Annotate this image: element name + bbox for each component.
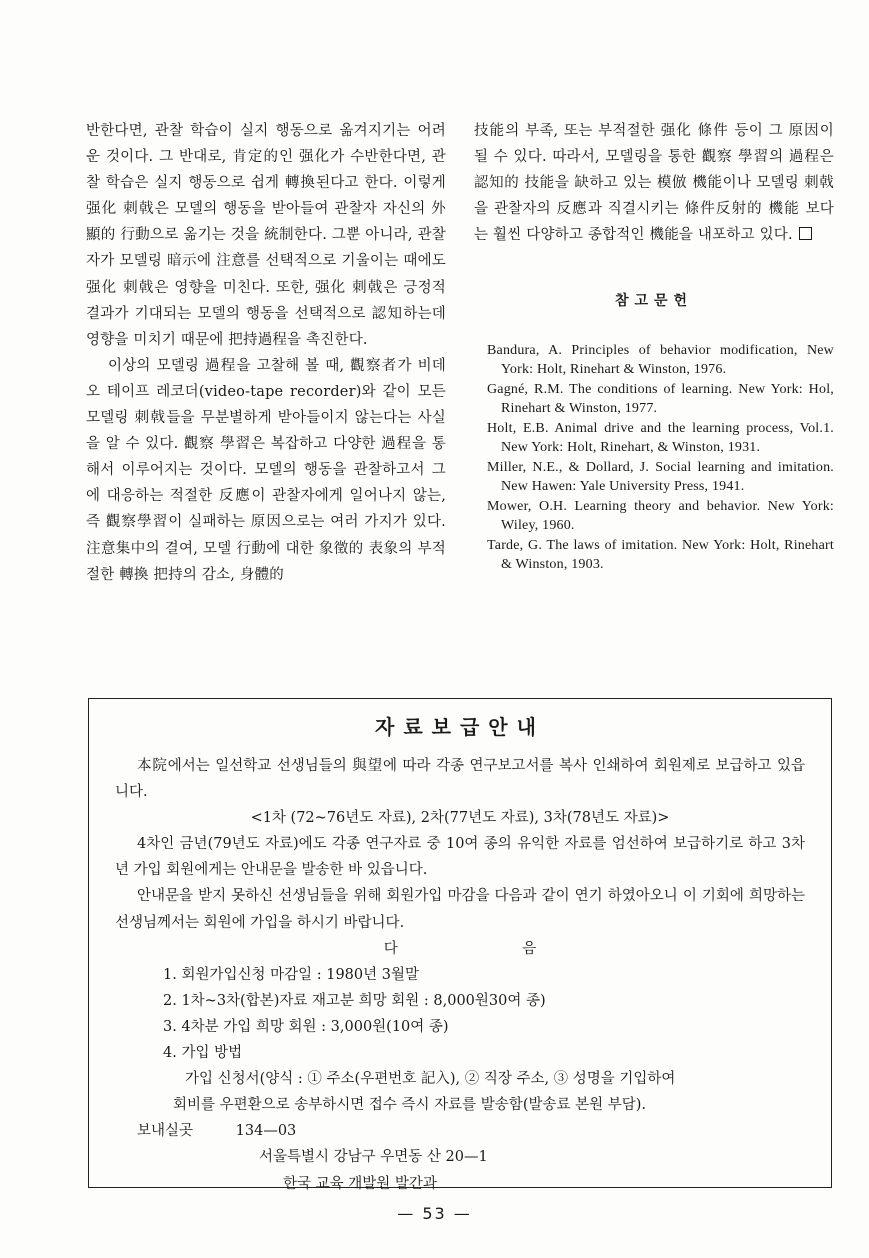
right-column	[474, 118, 834, 575]
body-paragraph-3	[474, 118, 834, 248]
references-list	[474, 341, 834, 575]
notice-extension-paragraph: 안내문을 받지 못하신 선생님들을 위해 회원가입 마감을 다음과 같이 연기 하였아오니 이 기회에 희망하는 선생님께서는 회원에 가입을 하시기 바랍니다.	[115, 888, 805, 931]
reference-item: Bandura, A. Principles of behavior modification, New York: Holt, Rinehart & Winston, 1976.	[487, 342, 834, 378]
notice-item: 1. 회원가입신청 마감일 : 1980년 3월말	[163, 966, 419, 983]
notice-box	[88, 698, 832, 1192]
notice-items-list	[115, 962, 805, 1066]
notice-method-line-2: 회비를 우편환으로 송부하시면 접수 즉시 자료를 발송함(발송료 본원 부담).	[173, 1097, 647, 1114]
left-column	[86, 118, 446, 588]
reference-item: Gagné, R.M. The conditions of learning. New York: Hol, Rinehart & Winston, 1977.	[487, 381, 834, 417]
send-label: 보내실곳	[137, 1123, 194, 1140]
end-mark-icon	[799, 227, 812, 240]
references-heading: 참고문헌	[614, 293, 694, 310]
postal-code: 134—03	[235, 1123, 297, 1140]
reference-item: Mower, O.H. Learning theory and behavior. New York: Wiley, 1960.	[487, 498, 834, 534]
reference-item: Tarde, G. The laws of imitation. New York: Holt, Rinehart & Winston, 1903.	[487, 537, 834, 573]
reference-item: Holt, E.B. Animal drive and the learning process, Vol.1. New York: Holt, Rinehart, & Winston, 1931.	[487, 420, 834, 456]
body-paragraph-2: 이상의 모델링 過程을 고찰해 볼 때, 觀察者가 비데오 테이프 레코더(video-tape recorder)와 같이 모든 모델링 刺戟들을 무분별하게 받아들이지 않는다는 사실을 알 수 있다. 觀察 學習은 복잡하고 다양한 過程을 통해서 이루어지는 것이다. 모델의 행동을 관찰하고서 그에 대응하는 적절한 反應이 관찰자에게 일어나지 않는, 즉 觀察學習이 실패하는 原因으로는 여러 가지가 있다. 注意集中의 결여, 모델 行動에 대한 象徵的 表象의 부적절한 轉換 把持의 감소, 身體的	[86, 357, 446, 583]
notice-title: 자료보급안내	[375, 715, 545, 739]
notice-publisher: 한국 교육 개발원 발간과	[283, 1175, 437, 1192]
body-paragraph-1: 반한다면, 관찰 학습이 실지 행동으로 옮겨지기는 어려운 것이다. 그 반대로, 肯定的인 强化가 수반한다면, 관찰 학습은 실지 행동으로 쉽게 轉換된다고 한다. 이렇게 强化 刺戟은 모델의 행동을 받아들여 관찰자 자신의 外顯的 行動으로 옮기는 것을 統制한다. 그뿐 아니라, 관찰자가 모델링 暗示에 注意를 선택적으로 기울이는 때에도 强化 刺戟은 영향을 미친다. 또한, 强化 刺戟은 긍정적 결과가 기대되는 모델의 행동을 선택적으로 認知하는데 영향을 미치기 때문에 把持過程을 촉진한다.	[86, 123, 446, 348]
notice-da-eum: 다 음	[383, 940, 597, 957]
reference-item: Miller, N.E., & Dollard, J. Social learning and imitation. New Hawen: Yale University Press, 1941.	[487, 459, 834, 495]
notice-series-line: <1차 (72~76년도 자료), 2차(77년도 자료), 3차(78년도 자료)>	[250, 810, 670, 827]
notice-item: 2. 1차~3차(합본)자료 재고분 희망 회원 : 8,000원30여 종)	[163, 992, 546, 1009]
notice-intro: 本院에서는 일선학교 선생님들의 與望에 따라 각종 연구보고서를 복사 인쇄하여 회원제로 보급하고 있읍니다.	[115, 758, 805, 801]
notice-item: 4. 가입 방법	[163, 1045, 243, 1062]
notice-fourth-paragraph: 4차인 금년(79년도 자료)에도 각종 연구자료 중 10여 종의 유익한 자료를 엄선하여 보급하기로 하고 3차년 가입 회원에게는 안내문을 발송한 바 있읍니다.	[115, 836, 805, 879]
notice-item: 3. 4차분 가입 희망 회원 : 3,000원(10여 종)	[163, 1018, 449, 1035]
notice-send-line	[115, 1118, 805, 1144]
notice-method-line-1: 가입 신청서(양식 : ① 주소(우편번호 記入), ② 직장 주소, ③ 성명을 기입하여	[185, 1071, 676, 1088]
body-paragraph-3-text: 技能의 부족, 또는 부적절한 强化 條件 등이 그 原因이 될 수 있다. 따라서, 모델링을 통한 觀察 學習의 過程은 認知的 技能을 缺하고 있는 模倣 機能이나 모델링 刺戟을 관찰자의 反應과 직결시키는 條件反射的 機能 보다는 훨씬 다양하고 종합적인 機能을 내포하고 있다.	[474, 123, 834, 244]
notice-address: 서울특별시 강남구 우면동 산 20—1	[259, 1149, 488, 1166]
page-number: — 53 —	[397, 1204, 472, 1223]
notice-body	[115, 753, 805, 1197]
